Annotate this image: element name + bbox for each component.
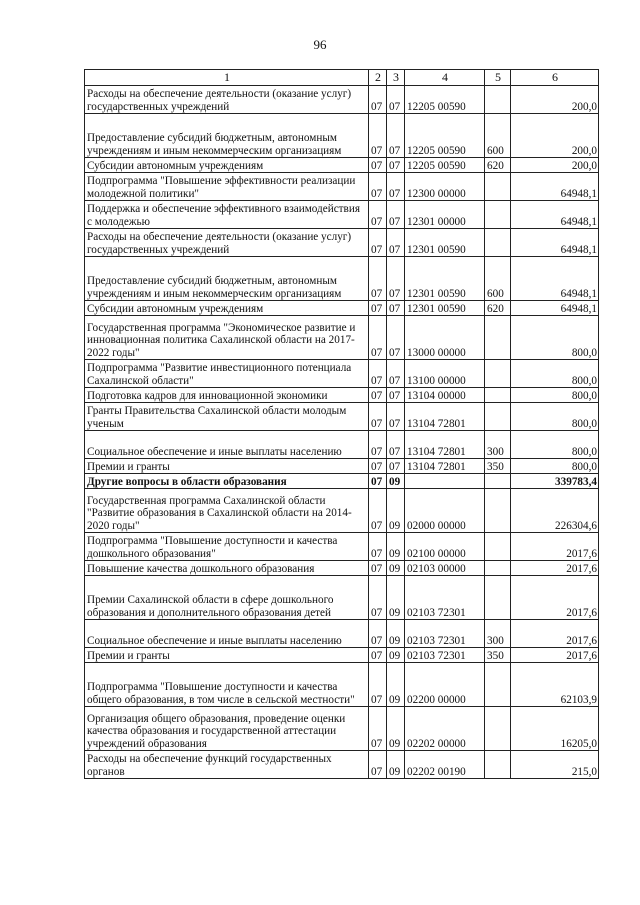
table-row — [85, 360, 599, 388]
target-article-cell: 13104 72801 — [405, 403, 485, 431]
table-row — [85, 751, 599, 779]
table-row — [85, 489, 599, 533]
expense-type-cell — [485, 316, 511, 360]
amount-cell: 215,0 — [511, 751, 599, 779]
row-name-cell: Подпрограмма "Развитие инвестиционного потенциала Сахалинской области" — [85, 360, 369, 388]
subsection-code-cell: 07 — [387, 173, 405, 201]
target-article-cell: 12300 00000 — [405, 173, 485, 201]
row-name-cell: Субсидии автономным учреждениям — [85, 158, 369, 173]
expense-type-cell — [485, 388, 511, 403]
amount-cell: 226304,6 — [511, 489, 599, 533]
header-col-3: 3 — [387, 70, 405, 86]
row-name-cell: Организация общего образования, проведение оценки качества образования и государственной аттестации учреждений образования — [85, 707, 369, 751]
subsection-code-cell: 09 — [387, 663, 405, 707]
budget-table — [84, 69, 599, 779]
amount-cell: 800,0 — [511, 403, 599, 431]
section-code-cell: 07 — [369, 431, 387, 459]
expense-type-cell — [485, 229, 511, 257]
subsection-code-cell: 09 — [387, 561, 405, 576]
subsection-code-cell: 07 — [387, 257, 405, 301]
row-name-cell: Субсидии автономным учреждениям — [85, 301, 369, 316]
expense-type-cell — [485, 403, 511, 431]
subsection-code-cell: 07 — [387, 86, 405, 114]
row-name-cell: Расходы на обеспечение деятельности (оказание услуг) государственных учреждений — [85, 86, 369, 114]
subsection-code-cell: 09 — [387, 707, 405, 751]
amount-cell: 2017,6 — [511, 576, 599, 620]
row-name-cell: Расходы на обеспечение функций государственных органов — [85, 751, 369, 779]
header-col-6: 6 — [511, 70, 599, 86]
section-code-cell: 07 — [369, 86, 387, 114]
row-name-cell: Поддержка и обеспечение эффективного взаимодействия с молодежью — [85, 201, 369, 229]
target-article-cell: 12205 00590 — [405, 114, 485, 158]
amount-cell: 64948,1 — [511, 201, 599, 229]
subsection-code-cell: 07 — [387, 403, 405, 431]
target-article-cell: 13000 00000 — [405, 316, 485, 360]
amount-cell: 800,0 — [511, 316, 599, 360]
subsection-code-cell: 09 — [387, 576, 405, 620]
subsection-code-cell: 07 — [387, 229, 405, 257]
target-article-cell: 12301 00590 — [405, 257, 485, 301]
header-col-4: 4 — [405, 70, 485, 86]
row-name-cell: Премии и гранты — [85, 459, 369, 474]
amount-cell: 62103,9 — [511, 663, 599, 707]
row-name-cell: Подпрограмма "Повышение доступности и качества общего образования, в том числе в сельской местности" — [85, 663, 369, 707]
row-name-cell: Государственная программа "Экономическое развитие и инновационная политика Сахалинской области на 2017-2022 годы" — [85, 316, 369, 360]
subsection-code-cell: 07 — [387, 431, 405, 459]
row-name-cell: Подготовка кадров для инновационной экономики — [85, 388, 369, 403]
target-article-cell: 02202 00190 — [405, 751, 485, 779]
section-code-cell: 07 — [369, 707, 387, 751]
subsection-code-cell: 07 — [387, 360, 405, 388]
subsection-code-cell: 09 — [387, 474, 405, 489]
amount-cell: 339783,4 — [511, 474, 599, 489]
expense-type-cell — [485, 489, 511, 533]
section-code-cell: 07 — [369, 648, 387, 663]
row-name-cell: Расходы на обеспечение деятельности (оказание услуг) государственных учреждений — [85, 229, 369, 257]
subsection-code-cell: 09 — [387, 489, 405, 533]
expense-type-cell — [485, 707, 511, 751]
target-article-cell: 13104 00000 — [405, 388, 485, 403]
target-article-cell: 13100 00000 — [405, 360, 485, 388]
subsection-code-cell: 07 — [387, 201, 405, 229]
section-code-cell: 07 — [369, 114, 387, 158]
header-col-1: 1 — [85, 70, 369, 86]
table-row — [85, 229, 599, 257]
section-code-cell: 07 — [369, 489, 387, 533]
expense-type-cell — [485, 86, 511, 114]
expense-type-cell: 620 — [485, 158, 511, 173]
target-article-cell — [405, 474, 485, 489]
amount-cell: 800,0 — [511, 360, 599, 388]
header-col-2: 2 — [369, 70, 387, 86]
table-row — [85, 707, 599, 751]
target-article-cell: 12301 00590 — [405, 301, 485, 316]
amount-cell: 2017,6 — [511, 533, 599, 561]
subsection-code-cell: 09 — [387, 620, 405, 648]
amount-cell: 64948,1 — [511, 173, 599, 201]
table-row — [85, 648, 599, 663]
target-article-cell: 12205 00590 — [405, 158, 485, 173]
target-article-cell: 02100 00000 — [405, 533, 485, 561]
amount-cell: 2017,6 — [511, 561, 599, 576]
subsection-code-cell: 07 — [387, 459, 405, 474]
subsection-code-cell: 09 — [387, 648, 405, 663]
section-code-cell: 07 — [369, 316, 387, 360]
expense-type-cell: 350 — [485, 648, 511, 663]
target-article-cell: 12301 00000 — [405, 201, 485, 229]
row-name-cell: Предоставление субсидий бюджетным, автономным учреждениям и иным некоммерческим организациям — [85, 257, 369, 301]
table-row — [85, 663, 599, 707]
expense-type-cell: 620 — [485, 301, 511, 316]
section-code-cell: 07 — [369, 201, 387, 229]
section-code-cell: 07 — [369, 257, 387, 301]
amount-cell: 2017,6 — [511, 648, 599, 663]
amount-cell: 64948,1 — [511, 257, 599, 301]
amount-cell: 800,0 — [511, 459, 599, 474]
section-code-cell: 07 — [369, 301, 387, 316]
amount-cell: 2017,6 — [511, 620, 599, 648]
section-code-cell: 07 — [369, 388, 387, 403]
target-article-cell: 12205 00590 — [405, 86, 485, 114]
subsection-code-cell: 07 — [387, 114, 405, 158]
section-code-cell: 07 — [369, 459, 387, 474]
section-code-cell: 07 — [369, 533, 387, 561]
target-article-cell: 02200 00000 — [405, 663, 485, 707]
table-row — [85, 403, 599, 431]
table-row — [85, 158, 599, 173]
table-row — [85, 316, 599, 360]
subsection-code-cell: 07 — [387, 301, 405, 316]
table-row — [85, 576, 599, 620]
expense-type-cell — [485, 576, 511, 620]
table-header-row — [85, 70, 599, 86]
table-row — [85, 533, 599, 561]
target-article-cell: 13104 72801 — [405, 459, 485, 474]
amount-cell: 200,0 — [511, 86, 599, 114]
subsection-code-cell: 07 — [387, 158, 405, 173]
amount-cell: 800,0 — [511, 431, 599, 459]
row-name-cell: Подпрограмма "Повышение эффективности реализации молодежной политики" — [85, 173, 369, 201]
expense-type-cell — [485, 173, 511, 201]
table-row — [85, 86, 599, 114]
amount-cell: 200,0 — [511, 158, 599, 173]
section-code-cell: 07 — [369, 663, 387, 707]
row-name-cell: Премии и гранты — [85, 648, 369, 663]
expense-type-cell: 600 — [485, 114, 511, 158]
row-name-cell: Другие вопросы в области образования — [85, 474, 369, 489]
section-code-cell: 07 — [369, 360, 387, 388]
target-article-cell: 12301 00590 — [405, 229, 485, 257]
section-code-cell: 07 — [369, 576, 387, 620]
target-article-cell: 13104 72801 — [405, 431, 485, 459]
table-row — [85, 459, 599, 474]
expense-type-cell: 300 — [485, 431, 511, 459]
section-code-cell: 07 — [369, 229, 387, 257]
target-article-cell: 02000 00000 — [405, 489, 485, 533]
amount-cell: 64948,1 — [511, 229, 599, 257]
expense-type-cell: 600 — [485, 257, 511, 301]
row-name-cell: Повышение качества дошкольного образования — [85, 561, 369, 576]
subsection-code-cell: 07 — [387, 316, 405, 360]
amount-cell: 64948,1 — [511, 301, 599, 316]
subsection-code-cell: 07 — [387, 388, 405, 403]
expense-type-cell — [485, 561, 511, 576]
table-row — [85, 388, 599, 403]
amount-cell: 16205,0 — [511, 707, 599, 751]
target-article-cell: 02103 72301 — [405, 648, 485, 663]
section-code-cell: 07 — [369, 474, 387, 489]
target-article-cell: 02103 00000 — [405, 561, 485, 576]
row-name-cell: Премии Сахалинской области в сфере дошкольного образования и дополнительного образования детей — [85, 576, 369, 620]
expense-type-cell — [485, 533, 511, 561]
row-name-cell: Социальное обеспечение и иные выплаты населению — [85, 620, 369, 648]
subsection-code-cell: 09 — [387, 533, 405, 561]
amount-cell: 200,0 — [511, 114, 599, 158]
table-row — [85, 561, 599, 576]
expense-type-cell — [485, 474, 511, 489]
expense-type-cell: 300 — [485, 620, 511, 648]
table-row — [85, 201, 599, 229]
row-name-cell: Подпрограмма "Повышение доступности и качества дошкольного образования" — [85, 533, 369, 561]
section-code-cell: 07 — [369, 620, 387, 648]
target-article-cell: 02202 00000 — [405, 707, 485, 751]
expense-type-cell — [485, 360, 511, 388]
expense-type-cell — [485, 751, 511, 779]
amount-cell: 800,0 — [511, 388, 599, 403]
section-code-cell: 07 — [369, 158, 387, 173]
target-article-cell: 02103 72301 — [405, 576, 485, 620]
table-row — [85, 620, 599, 648]
section-code-cell: 07 — [369, 173, 387, 201]
table-row — [85, 173, 599, 201]
expense-type-cell — [485, 201, 511, 229]
expense-type-cell — [485, 663, 511, 707]
section-code-cell: 07 — [369, 403, 387, 431]
page-number: 96 — [313, 37, 327, 52]
section-code-cell: 07 — [369, 561, 387, 576]
section-code-cell: 07 — [369, 751, 387, 779]
row-name-cell: Социальное обеспечение и иные выплаты населению — [85, 431, 369, 459]
row-name-cell: Предоставление субсидий бюджетным, автономным учреждениям и иным некоммерческим организациям — [85, 114, 369, 158]
target-article-cell: 02103 72301 — [405, 620, 485, 648]
row-name-cell: Гранты Правительства Сахалинской области молодым ученым — [85, 403, 369, 431]
table-row — [85, 431, 599, 459]
table-row — [85, 301, 599, 316]
subsection-code-cell: 09 — [387, 751, 405, 779]
table-row — [85, 474, 599, 489]
table-row — [85, 257, 599, 301]
header-col-5: 5 — [485, 70, 511, 86]
table-row — [85, 114, 599, 158]
row-name-cell: Государственная программа Сахалинской области "Развитие образования в Сахалинской области на 2014-2020 годы" — [85, 489, 369, 533]
expense-type-cell: 350 — [485, 459, 511, 474]
